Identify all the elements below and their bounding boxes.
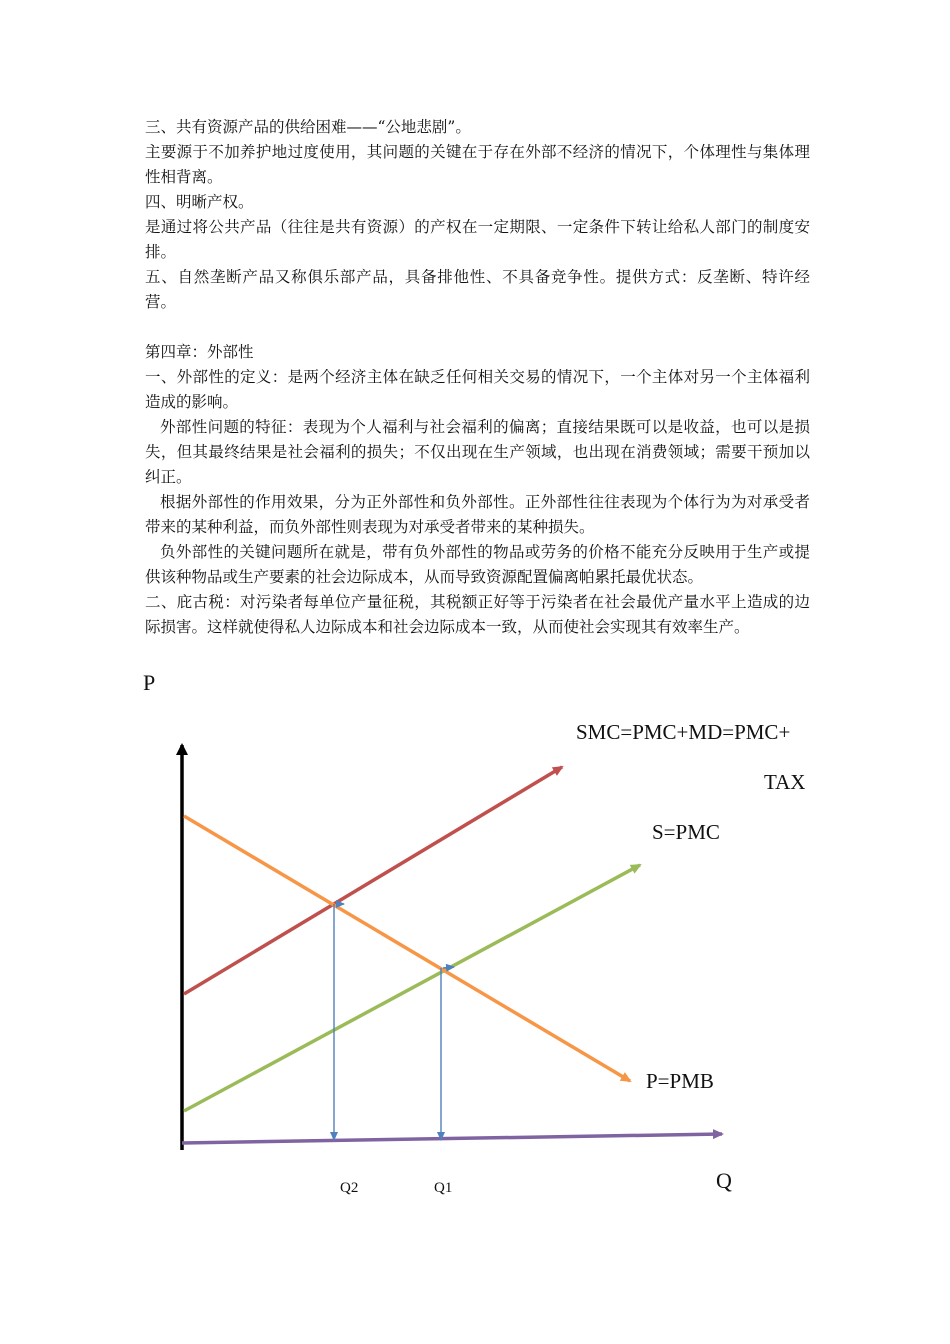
section-4-body: 是通过将公共产品（往往是共有资源）的产权在一定期限、一定条件下转让给私人部门的制度安排。 xyxy=(145,218,810,261)
pmc-supply-curve xyxy=(184,865,640,1111)
section-3-heading: 三、共有资源产品的供给困难——“公地悲剧”。 xyxy=(145,118,471,136)
smc-curve xyxy=(184,767,562,994)
section-3-body: 主要源于不加养护地过度使用，其问题的关键在于存在外部不经济的情况下，个体理性与集体理性相背离。 xyxy=(145,143,810,186)
pmc-curve-label: S=PMC xyxy=(652,820,720,844)
q1-label: Q1 xyxy=(434,1180,453,1196)
smc-curve-label: SMC=PMC+MD=PMC+ xyxy=(576,720,791,744)
externality-types: 根据外部性的作用效果，分为正外部性和负外部性。正外部性往往表现为个体行为为对承受者带来的某种利益，而负外部性则表现为对承受者带来的某种损失。 xyxy=(145,493,810,536)
market-equilibrium-marker xyxy=(443,967,454,968)
pigou-tax-paragraph: 二、庇古税：对污染者每单位产量征税，其税额正好等于污染者在社会最优产量水平上造成的边际损害。这样就使得私人边际成本和社会边际成本一致，从而使社会实现其有效率生产。 xyxy=(145,593,810,636)
externality-definition: 一、外部性的定义：是两个经济主体在缺乏任何相关交易的情况下，一个主体对另一个主体福利造成的影响。 xyxy=(145,368,810,411)
externality-features: 外部性问题的特征：表现为个人福利与社会福利的偏离；直接结果既可以是收益，也可以是损失，但其最终结果是社会福利的损失；不仅出现在生产领域，也出现在消费领域；需要干预加以纠正。 xyxy=(145,418,810,486)
chapter-4-title: 第四章：外部性 xyxy=(145,343,254,361)
pmb-demand-curve xyxy=(184,816,630,1081)
quantity-axis-label: Q xyxy=(716,1168,732,1193)
q2-label: Q2 xyxy=(340,1180,359,1196)
price-axis-label: P xyxy=(143,670,156,695)
section-4-heading: 四、明晰产权。 xyxy=(145,193,254,211)
x-axis xyxy=(182,1134,722,1143)
pmb-curve-label: P=PMB xyxy=(646,1069,714,1093)
smc-curve-label-continued: TAX xyxy=(764,770,806,794)
section-5-paragraph: 五、自然垄断产品又称俱乐部产品，具备排他性、不具备竞争性。提供方式：反垄断、特许经营。 xyxy=(145,268,810,311)
negative-externality-issue: 负外部性的关键问题所在就是，带有负外部性的物品或劳务的价格不能充分反映用于生产或提供该种物品或生产要素的社会边际成本，从而导致资源配置偏离帕累托最优状态。 xyxy=(145,543,810,586)
